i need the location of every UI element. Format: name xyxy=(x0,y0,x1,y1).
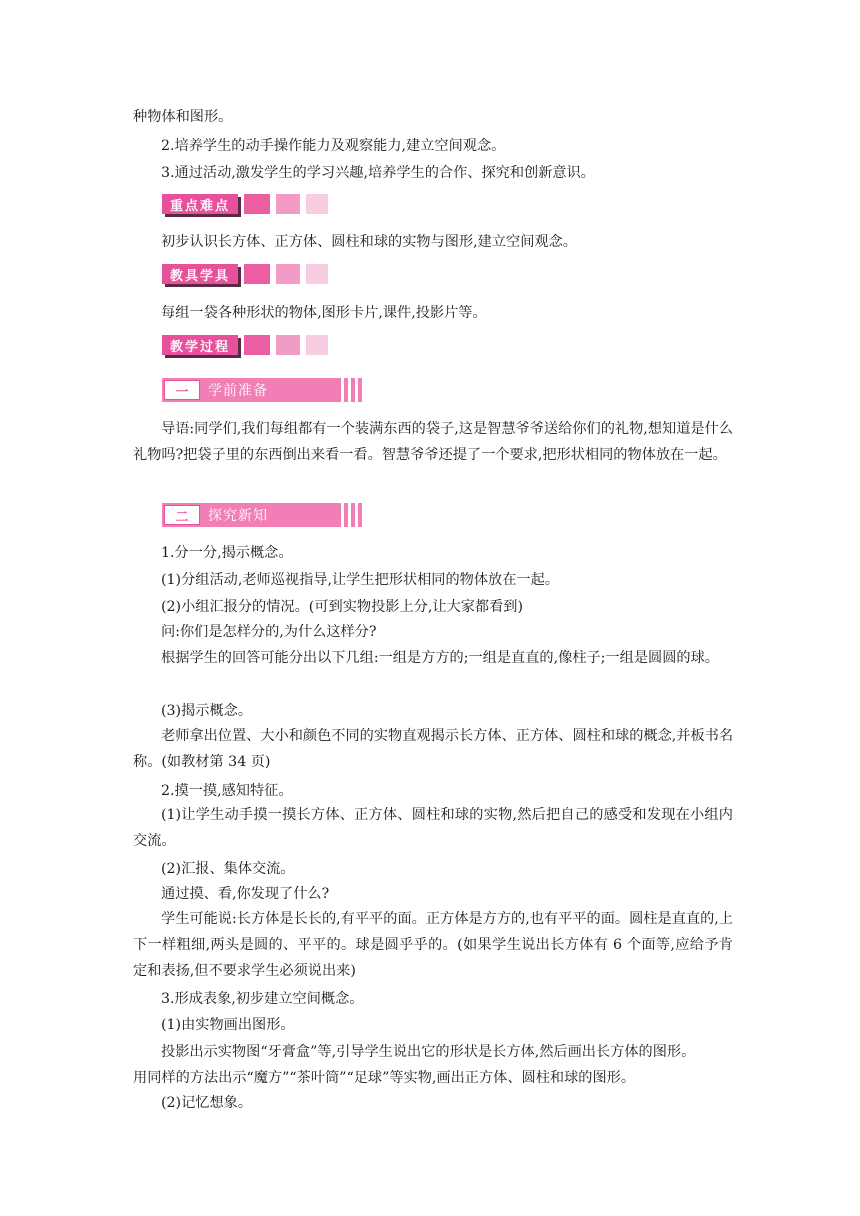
banner-square xyxy=(244,264,270,284)
text-line: (2)记忆想象。 xyxy=(161,1095,253,1111)
banner-label: 重点难点 xyxy=(162,194,238,214)
banner-square xyxy=(276,335,300,355)
banner-square xyxy=(276,264,300,284)
paragraph: 根据学生的回答可能分出以下几组:一组是方方的;一组是直直的,像柱子;一组是圆圆的球。 xyxy=(161,650,719,666)
banner-square xyxy=(244,335,270,355)
section-title: 探究新知 xyxy=(208,508,268,524)
text-line: 2.培养学生的动手操作能力及观察能力,建立空间观念。 xyxy=(161,138,506,154)
banner-key-points xyxy=(162,193,328,215)
text-line: 投影出示实物图“牙膏盒”等,引导学生说出它的形状是长方体,然后画出长方体的图形。 xyxy=(161,1044,696,1060)
banner-square xyxy=(306,335,328,355)
text-line: (1)由实物画出图形。 xyxy=(161,1017,295,1033)
text-line: 通过摸、看,你发现了什么? xyxy=(161,886,330,902)
text-line: 用同样的方法出示“魔方”“茶叶筒”“足球”等实物,画出正方体、圆柱和球的图形。 xyxy=(133,1070,636,1086)
text-line: (1)分组活动,老师巡视指导,让学生把形状相同的物体放在一起。 xyxy=(161,572,559,588)
section-stripes xyxy=(337,503,358,527)
paragraph: 学生可能说:长方体是长长的,有平平的面。正方体是方方的,也有平平的面。圆柱是直直的,上下一样粗细,两头是圆的、平平的。球是圆乎乎的。(如果学生说出长方体有 6 个面等,应给予肯定和表扬,但不要求学生必须说出来) xyxy=(133,911,733,979)
section-number: 一 xyxy=(164,380,200,400)
text-line: 3.通过活动,激发学生的学习兴趣,培养学生的合作、探究和创新意识。 xyxy=(161,165,595,181)
banner-label: 教具学具 xyxy=(162,264,238,284)
section-header-explore xyxy=(162,503,362,527)
text-line: 初步认识长方体、正方体、圆柱和球的实物与图形,建立空间观念。 xyxy=(161,234,577,250)
section-number: 二 xyxy=(164,505,200,525)
paragraph: 老师拿出位置、大小和颜色不同的实物直观揭示长方体、正方体、圆柱和球的概念,并板书名称。(如教材第 34 页) xyxy=(133,728,734,770)
paragraph: (1)让学生动手摸一摸长方体、正方体、圆柱和球的实物,然后把自己的感受和发现在小组内交流。 xyxy=(133,807,733,849)
text-line: (2)小组汇报分的情况。(可到实物投影上分,让大家都看到) xyxy=(161,599,523,615)
banner-square xyxy=(244,194,270,214)
banner-teaching-process xyxy=(162,334,328,356)
banner-square xyxy=(306,194,328,214)
text-line: 种物体和图形。 xyxy=(133,109,233,125)
text-line: 3.形成表象,初步建立空间概念。 xyxy=(161,991,364,1007)
banner-label: 教学过程 xyxy=(162,335,238,355)
section-title: 学前准备 xyxy=(208,383,268,399)
section-stripes xyxy=(337,378,358,402)
text-line: (3)揭示概念。 xyxy=(161,703,253,719)
section-header-preparation xyxy=(162,378,362,402)
banner-teaching-aids xyxy=(162,263,328,285)
paragraph: 导语:同学们,我们每组都有一个装满东西的袋子,这是智慧爷爷送给你们的礼物,想知道是什么礼物吗?把袋子里的东西倒出来看一看。智慧爷爷还提了一个要求,把形状相同的物体放在一起。 xyxy=(133,421,733,463)
text-line: 每组一袋各种形状的物体,图形卡片,课件,投影片等。 xyxy=(161,305,487,321)
text-line: (2)汇报、集体交流。 xyxy=(161,861,295,877)
text-line: 1.分一分,揭示概念。 xyxy=(161,545,293,561)
banner-square xyxy=(306,264,328,284)
banner-square xyxy=(276,194,300,214)
text-line: 2.摸一摸,感知特征。 xyxy=(161,783,293,799)
text-line: 问:你们是怎样分的,为什么这样分? xyxy=(161,624,377,640)
